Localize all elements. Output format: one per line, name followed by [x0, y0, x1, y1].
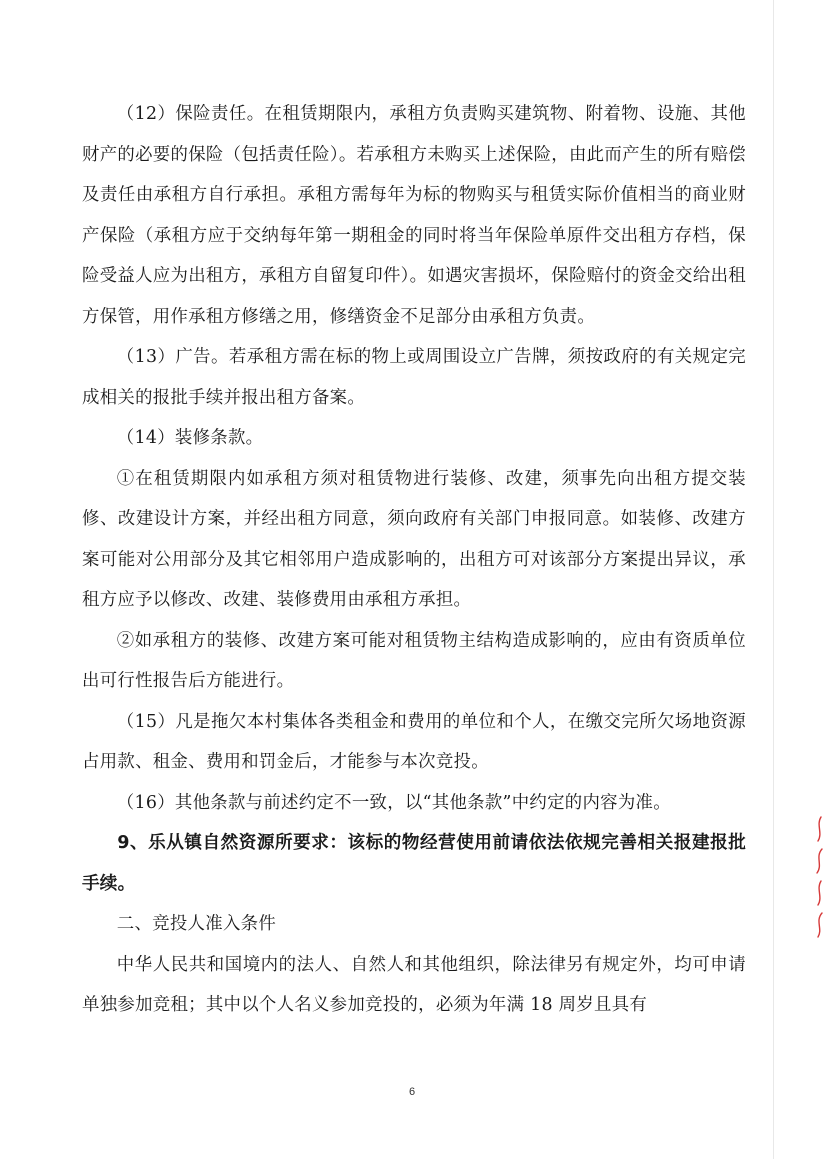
paragraph-bidder-eligibility: 中华人民共和国境内的法人、自然人和其他组织，除法律另有规定外，均可申请单独参加竞租；其中以个人名义参加竞投的，必须为年满 18 周岁且具有 [82, 954, 746, 1015]
paragraph-other-terms: （16）其他条款与前述约定不一致，以“其他条款”中约定的内容为准。 [116, 792, 671, 813]
paragraph-arrears: （15）凡是拖欠本村集体各类租金和费用的单位和个人，在缴交完所欠场地资源占用款、租金、费用和罚金后，才能参与本次竞投。 [82, 711, 746, 772]
paragraph-natural-resources: 9、乐从镇自然资源所要求：该标的物经营使用前请依法依规完善相关报建报批手续。 [82, 833, 746, 894]
page-edge-line [773, 0, 774, 1159]
section-heading-bidder-conditions: 二、竞投人准入条件 [116, 914, 277, 934]
paragraph-advertising: （13）广告。若承租方需在标的物上或周围设立广告牌，须按政府的有关规定完成相关的报批手续并报出租方备案。 [82, 347, 746, 408]
paragraph-renovation-2: ②如承租方的装修、改建方案可能对租赁物主结构造成影响的，应由有资质单位出可行性报告后方能进行。 [82, 630, 746, 691]
paragraph-renovation-1: ①在租赁期限内如承租方须对租赁物进行装修、改建，须事先向出租方提交装修、改建设计方案，并经出租方同意，须向政府有关部门申报同意。如装修、改建方案可能对公用部分及其它相邻用户造成影响的，出租方可对该部分方案提出异议，承租方应予以修改、改建、装修费用由承租方承担。 [82, 468, 746, 610]
paragraph-insurance: （12）保险责任。在租赁期限内，承租方负责购买建筑物、附着物、设施、其他财产的必要的保险（包括责任险）。若承租方未购买上述保险，由此而产生的所有赔偿及责任由承租方自行承担。承租方需每年为标的物购买与租赁实际价值相当的商业财产保险（承租方应于交纳每年第一期租金的同时将当年保险单原件交出租方存档，保险受益人应为出租方，承租方自留复印件）。如遇灾害损坏，保险赔付的资金交给出租方保管，用作承租方修缮之用，修缮资金不足部分由承租方负责。 [82, 104, 746, 327]
seal-stamp-fragment-icon [812, 815, 824, 940]
paragraph-renovation-heading: （14）装修条款。 [116, 428, 264, 448]
document-body [82, 94, 746, 1026]
page-number: 6 [408, 1086, 416, 1098]
